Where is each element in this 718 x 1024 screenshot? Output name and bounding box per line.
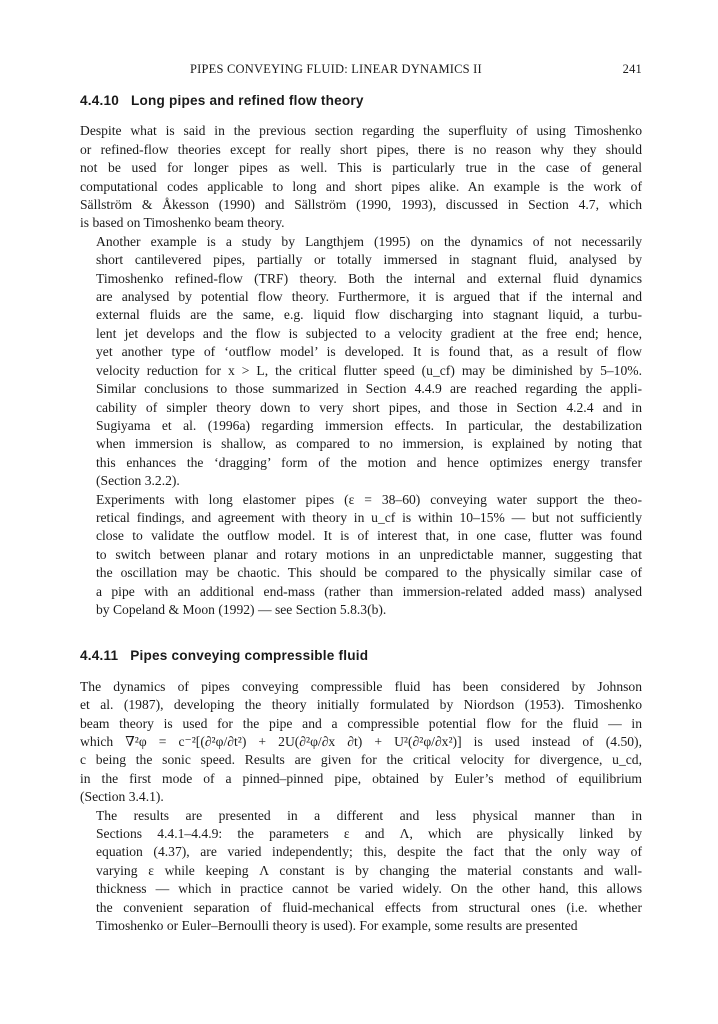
text-line: when immersion is shallow, as compared to no immersion, is explained by noting that [96, 436, 642, 452]
running-head [80, 60, 642, 82]
text-line: retical findings, and agreement with theory in u_cf is within 10–15% — but not sufficiently [96, 509, 642, 525]
section-heading [80, 647, 642, 665]
text-line: Sugiyama et al. (1996a) regarding immersion effects. In particular, the destabilization [96, 417, 642, 433]
paragraph [80, 807, 642, 936]
text-line: yet another type of ‘outflow model’ is developed. It is found that, as a result of flow [96, 344, 642, 360]
text-line: not be used for longer pipes as well. This is particularly true in the case of general [80, 160, 642, 176]
text-line: Timoshenko or Euler–Bernoulli theory is used). For example, some results are presented [96, 918, 578, 934]
text-line: Sections 4.4.1–4.4.9: the parameters ε and Λ, which are physically linked by [96, 826, 642, 842]
paragraph [80, 491, 642, 620]
book-page [80, 60, 642, 935]
text-line: the oscillation may be chaotic. This should be compared to the physically similar case of [96, 565, 642, 581]
text-line: Despite what is said in the previous section regarding the superfluity of using Timoshenko [80, 123, 642, 139]
text-line: lent jet develops and the flow is subjected to a velocity gradient at the free end; hence, [96, 325, 642, 341]
text-line: Timoshenko refined-flow (TRF) theory. Both the internal and external fluid dynamics [96, 270, 642, 286]
text-line: The dynamics of pipes conveying compressible fluid has been considered by Johnson [80, 678, 642, 694]
text-line: is based on Timoshenko beam theory. [80, 215, 285, 231]
text-line: in the first mode of a pinned–pinned pipe, obtained by Euler’s method of equilibrium [80, 770, 642, 786]
text-line: thickness — which in practice cannot be varied widely. On the other hand, this allows [96, 881, 642, 897]
running-title: PIPES CONVEYING FLUID: LINEAR DYNAMICS II [190, 62, 482, 76]
section-title: Pipes conveying compressible fluid [130, 648, 369, 664]
text-line: cability of simpler theory down to very short pipes, and those in Section 4.2.4 and in [96, 399, 642, 415]
text-line: c being the sonic speed. Results are given for the critical velocity for divergence, u_cd, [80, 752, 642, 768]
text-line: to switch between planar and rotary motions in an unpredictable manner, suggesting that [96, 546, 642, 562]
text-line: beam theory is used for the pipe and a compressible potential flow for the fluid — in [80, 715, 642, 731]
text-line: computational codes applicable to long and short pipes alike. An example is the work of [80, 178, 642, 194]
text-line: this enhances the ‘dragging’ form of the motion and hence optimizes energy transfer [96, 454, 642, 470]
paragraph [80, 122, 642, 232]
text-line: which ∇²φ = c⁻²[(∂²φ/∂t²) + 2U(∂²φ/∂x ∂t) + U²(∂²φ/∂x²)] is used instead of (4.50), [80, 734, 642, 749]
text-line: by Copeland & Moon (1992) — see Section 5.8.3(b). [96, 601, 387, 617]
section-title: Long pipes and refined flow theory [131, 93, 364, 108]
text-line: close to validate the outflow model. It is of interest that, in one case, flutter was found [96, 528, 642, 544]
text-line: et al. (1987), developing the theory initially formulated by Niordson (1953). Timoshenko [80, 697, 642, 713]
text-line: equation (4.37), are varied independently; this, despite the fact that the only way of [96, 844, 642, 860]
text-line: Another example is a study by Langthjem (1995) on the dynamics of not necessarily [96, 233, 642, 249]
text-line: Similar conclusions to those summarized in Section 4.4.9 are reached regarding the appli- [96, 381, 642, 397]
text-line: velocity reduction for x > L, the critical flutter speed (u_cf) may be diminished by 5–10%. [96, 362, 642, 378]
text-line: short cantilevered pipes, partially or totally immersed in stagnant fluid, analysed by [96, 252, 642, 268]
text-line: (Section 3.4.1). [80, 789, 164, 805]
section-heading [80, 92, 642, 110]
page-body [80, 92, 642, 935]
paragraph [80, 233, 642, 491]
text-line: are analysed by potential flow theory. Furthermore, it is argued that if the internal and [96, 289, 642, 305]
text-line: Experiments with long elastomer pipes (ε = 38–60) conveying water support the theo- [96, 491, 642, 507]
text-line: varying ε while keeping Λ constant is by changing the material constants and wall- [96, 862, 642, 878]
text-line: Sällström & Åkesson (1990) and Sällström (1990, 1993), discussed in Section 4.7, which [80, 197, 642, 213]
text-line: or refined-flow theories except for really short pipes, there is no reason why they should [80, 141, 642, 157]
text-line: (Section 3.2.2). [96, 473, 180, 489]
text-line: a pipe with an additional end-mass (rather than immersion-related added mass) analysed [96, 583, 642, 599]
page-number: 241 [622, 62, 642, 76]
section-number: 4.4.11 [80, 648, 119, 664]
text-line: external fluids are the same, e.g. liquid flow discharging into stagnant liquid, a turbu- [96, 307, 642, 323]
section-number: 4.4.10 [80, 93, 119, 108]
text-line: The results are presented in a different and less physical manner than in [96, 807, 642, 823]
text-line: the convenient separation of fluid-mechanical effects from structural ones (i.e. whether [96, 899, 642, 915]
paragraph [80, 678, 642, 807]
